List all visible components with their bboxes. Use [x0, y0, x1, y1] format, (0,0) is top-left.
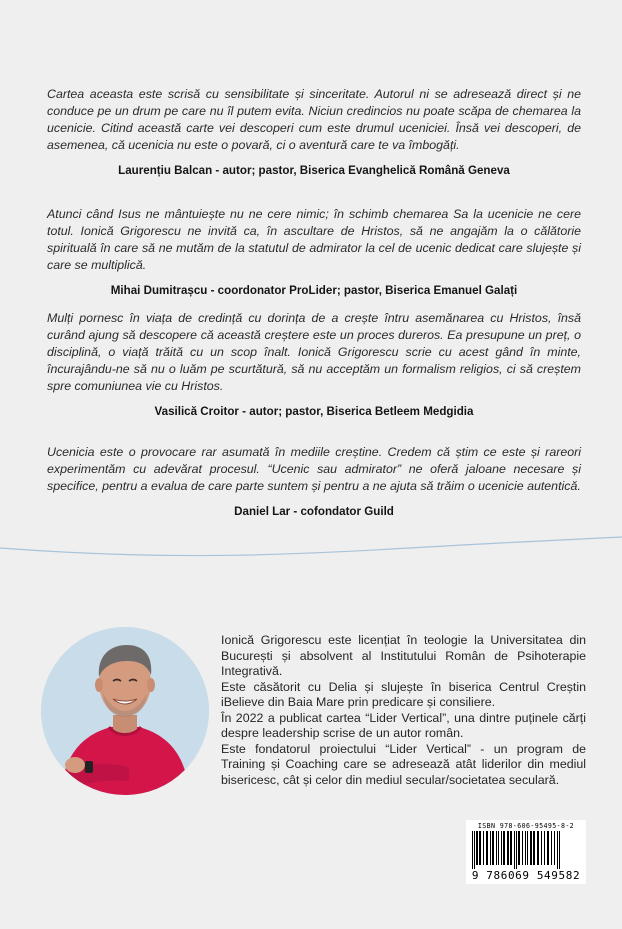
barcode-bar	[498, 831, 499, 865]
isbn-number: 9 786069 549582	[471, 869, 581, 882]
barcode-bar	[522, 831, 523, 865]
review-croitor	[47, 310, 581, 418]
barcode-bar	[557, 831, 558, 869]
barcode-bar	[537, 831, 539, 865]
barcode-bar	[527, 831, 528, 865]
author-photo	[41, 627, 209, 795]
review-attribution: Vasilică Croitor - autor; pastor, Biserica Betleem Medgidia	[154, 405, 474, 418]
barcode-bar	[541, 831, 542, 865]
barcode-bar	[533, 831, 535, 865]
barcode-bar	[530, 831, 532, 865]
barcode-bar	[544, 831, 545, 865]
barcode-bar	[551, 831, 552, 865]
review-quote: Ucenicia este o provocare rar asumată în mediile creștine. Credem că știm ce este și rareori experimentăm cu adevărat procesul. “Ucenic sau admirator” ne oferă jaloane necesare și specifice, pentru a evalua de care parte suntem și pentru a ne ajuta să trăim o ucenicie autentică.	[47, 445, 581, 493]
bio-paragraph: Este fondatorul proiectului “Lider Vertical” - un program de Training și Coaching care se adresează atât liderilor din mediul bisericesc, cât și celor din mediul secular/societatea seculară.	[221, 741, 586, 787]
barcode-bar	[503, 831, 505, 865]
isbn-barcode	[466, 820, 586, 884]
barcode-bar	[525, 831, 526, 865]
review-attribution: Mihai Dumitrașcu - coordonator ProLider; pastor, Biserica Emanuel Galați	[110, 284, 518, 297]
barcode-bar	[472, 831, 473, 869]
review-dumitrascu	[47, 206, 581, 297]
barcode-bar	[492, 831, 494, 865]
barcode-bar	[490, 831, 491, 865]
barcode-bar	[486, 831, 488, 865]
barcode-bar	[476, 831, 478, 865]
barcode-bar	[514, 831, 515, 869]
decorative-wave-line	[0, 530, 622, 570]
barcode-bar	[518, 831, 520, 865]
bio-paragraph: Ionică Grigorescu este licențiat în teologie la Universitatea din București și absolvent al Institutului Român de Psihoterapie Integrativă.	[221, 633, 586, 678]
barcode-bar	[501, 831, 502, 865]
review-attribution: Daniel Lar - cofondator Guild	[234, 505, 394, 518]
review-lar	[47, 444, 581, 518]
barcode-bar	[496, 831, 497, 865]
bio-paragraph: În 2022 a publicat cartea “Lider Vertical”, una dintre puținele cărți despre leadership scrise de un autor român.	[221, 710, 586, 740]
barcode-bar	[479, 831, 481, 865]
review-quote: Atunci când Isus ne mântuiește nu ne cere nimic; în schimb chemarea Sa la ucenicie ne cere totul. Ionică Grigorescu ne invită ca, în ascultare de Hristos, să ne angajăm la o călătorie spirituală în care să ne mutăm de la statutul de admirator la cel de ucenic dedicat care slujește și care se multiplică.	[47, 207, 581, 272]
barcode-bars	[470, 831, 582, 869]
barcode-bar	[507, 831, 509, 865]
barcode-bar	[510, 831, 512, 865]
barcode-bar	[547, 831, 549, 865]
barcode-bar	[516, 831, 517, 869]
review-balcan	[47, 86, 581, 177]
barcode-bar	[474, 831, 475, 869]
barcode-bar	[559, 831, 560, 869]
review-quote: Mulți pornesc în viața de credință cu dorința de a crește întru asemănarea cu Hristos, însă curând ajung să descopere că această creștere este un proces dureros. Ea presupune un preț, o disciplină, o viață trăită cu un scop înalt. Ionică Grigorescu scrie cu acest gând în minte, încurajându-ne să nu o luăm pe scurtătură, să nu acceptăm un formalism religios, ci să creștem spre comuniunea vie cu Hristos.	[47, 311, 581, 393]
barcode-bar	[483, 831, 484, 865]
review-attribution: Laurențiu Balcan - autor; pastor, Biserica Evanghelică Română Geneva	[118, 164, 510, 177]
bio-paragraph: Este căsătorit cu Delia și slujește în biserica Centrul Creștin iBelieve din Baia Mare prin predicare și consiliere.	[221, 679, 586, 709]
isbn-label: ISBN 978-606-95495-8-2	[477, 822, 575, 830]
review-quote: Cartea aceasta este scrisă cu sensibilitate și sinceritate. Autorul ni se adresează direct și ne conduce pe un drum pe care nu îl putem evita. Niciun credincios nu poate scăpa de chemarea la ucenicie. Citind această carte vei descoperi cum este drumul uceniciei. Însă vei descoperi, de asemenea, că ucenicia nu este o povară, ci o aventură care te va îmbogăți.	[47, 87, 581, 152]
author-bio	[221, 633, 586, 788]
barcode-bar	[554, 831, 555, 865]
